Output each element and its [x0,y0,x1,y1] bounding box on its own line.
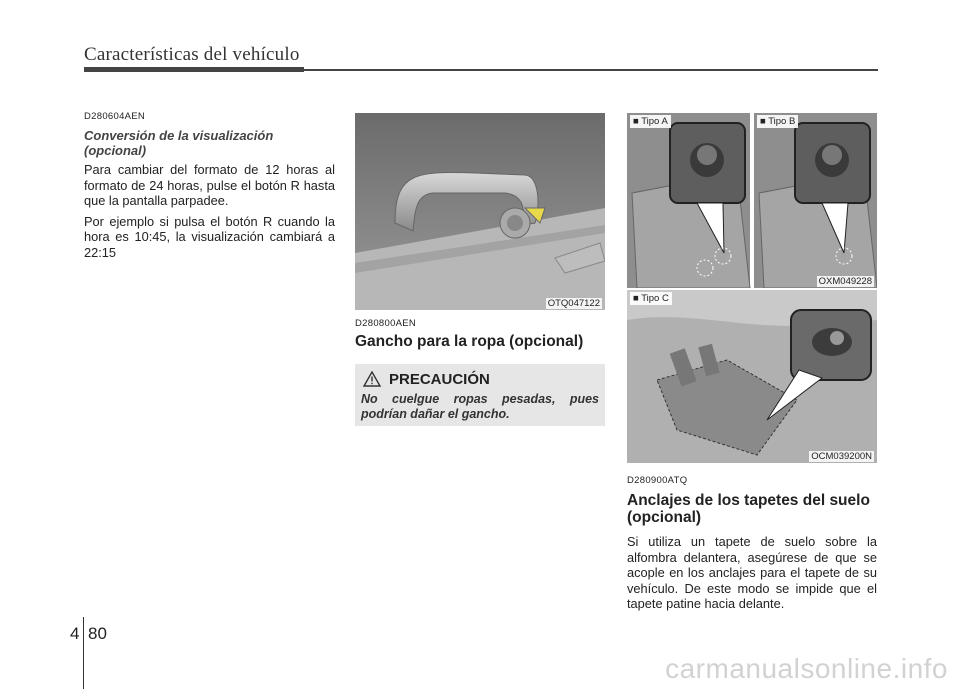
paragraph: Por ejemplo si pulsa el botón R cuando la hora es 10:45, la visualización cambiará a 22:15 [84,213,335,260]
figure-tag-type-c: ■ Tipo C [630,292,672,305]
paragraph: Si utiliza un tapete de suelo sobre la alfombra delantera, asegúrese de que se acople en los anclajes para el tapete de su vehículo. De este modo se impide que el tapete patine hacia delante. [627,534,877,611]
section-coat-hook [355,113,605,426]
figure-code: OXM049228 [818,276,872,287]
caution-text: No cuelgue ropas pesadas, pues podrían dañar el gancho. [361,392,599,421]
section-code: D280900ATQ [627,475,688,486]
figure-code: OCM039200N [811,451,872,462]
coat-hook-illustration [355,113,605,310]
paragraph: Para cambiar del formato de 12 horas al formato de 24 horas, pulse el botón R hasta que la pantalla parpadee. [84,162,335,208]
floor-mat-figure-bottom [627,290,877,463]
caution-title: PRECAUCIÓN [389,371,490,388]
page-header-title: Características del vehículo [84,44,300,65]
section-title: Gancho para la ropa (opcional) [355,333,584,350]
section-title: Anclajes de los tapetes del suelo (opcional) [627,492,870,526]
figure-tag-type-b: ■ Tipo B [757,115,798,128]
coat-hook-figure [355,113,605,310]
chapter-number: 4 [70,624,80,643]
footer-divider [83,617,84,689]
warning-triangle-icon [363,371,381,387]
floor-mat-anchor-c-illustration [627,290,877,463]
figure-code: OTQ047122 [547,298,600,309]
figure-tag-type-a: ■ Tipo A [630,115,671,128]
header-rule [84,69,878,71]
watermark: carmanualsonline.info [665,653,948,684]
caution-box [355,364,605,426]
section-floor-mat-anchor [627,113,877,612]
page-number: 80 [88,624,107,643]
floor-mat-figure-top [627,113,877,288]
floor-mat-anchor-ab-illustration [627,113,877,288]
section-subtitle: Conversión de la visualización (opcional) [84,128,274,158]
section-display-conversion [84,111,335,260]
section-code: D280800AEN [355,318,417,329]
section-code: D280604AEN [84,111,146,122]
